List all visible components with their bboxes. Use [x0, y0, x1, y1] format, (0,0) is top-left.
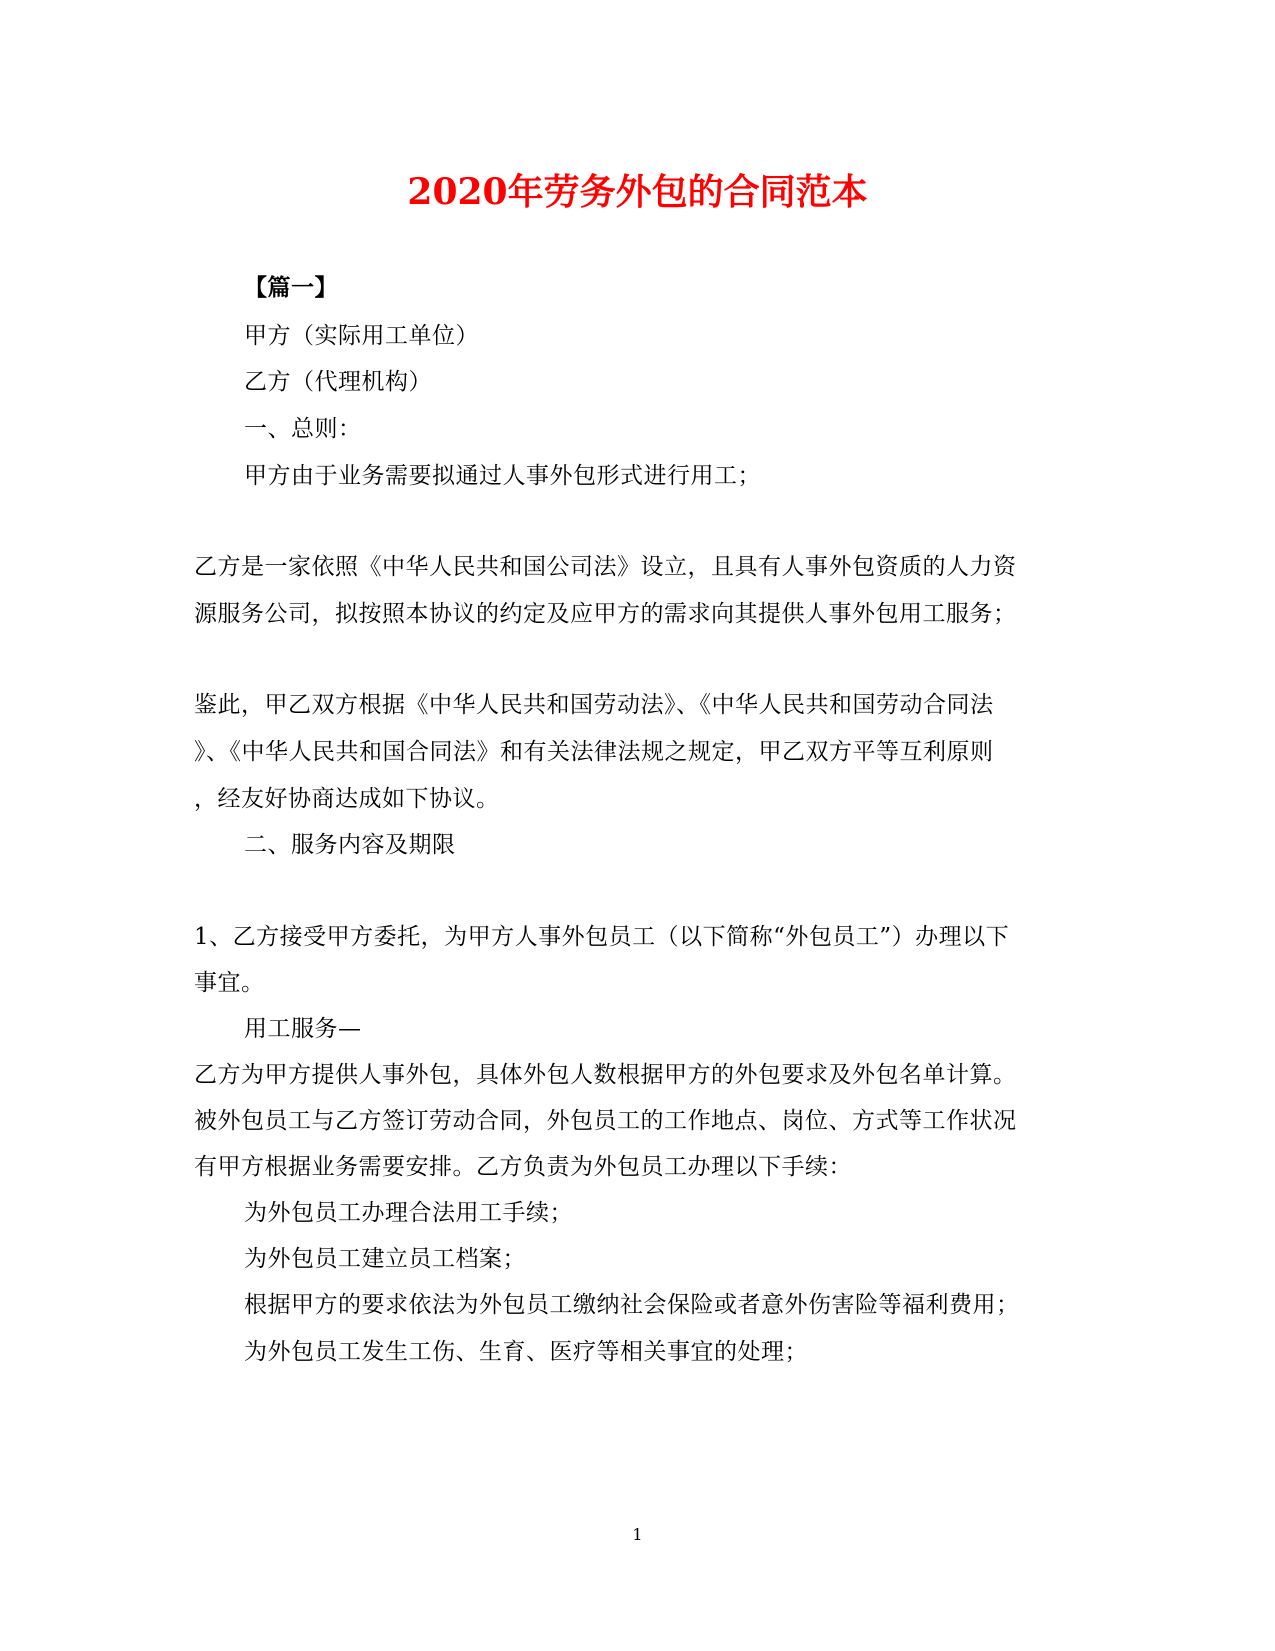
paragraph-line: 乙方为甲方提供人事外包，具体外包人数根据甲方的外包要求及外包名单计算。	[194, 1062, 1017, 1088]
section-label: 【篇一】	[244, 274, 338, 301]
party-b-line: 乙方（代理机构）	[244, 369, 432, 395]
paragraph-line: 鉴此，甲乙双方根据《中华人民共和国劳动法》、《中华人民共和国劳动合同法	[194, 692, 994, 718]
paragraph-line: 乙方是一家依照《中华人民共和国公司法》设立，且具有人事外包资质的人力资	[194, 554, 1017, 580]
document-title: 2020年劳务外包的合同范本	[407, 171, 868, 213]
paragraph-line: 1、乙方接受甲方委托，为甲方人事外包员工（以下简称“外包员工”）办理以下	[194, 924, 1010, 950]
paragraph-line: 被外包员工与乙方签订劳动合同，外包员工的工作地点、岗位、方式等工作状况	[194, 1108, 1017, 1134]
list-item: 根据甲方的要求依法为外包员工缴纳社会保险或者意外伤害险等福利费用；	[244, 1292, 1020, 1318]
paragraph-line: 源服务公司，拟按照本协议的约定及应甲方的需求向其提供人事外包用工服务；	[194, 601, 1017, 627]
paragraph-line: 》、《中华人民共和国合同法》和有关法律法规之规定，甲乙双方平等互利原则	[194, 739, 994, 765]
general-heading: 一、总则：	[244, 416, 362, 442]
service-heading: 二、服务内容及期限	[244, 832, 456, 858]
paragraph-line: 有甲方根据业务需要安排。乙方负责为外包员工办理以下手续：	[194, 1154, 852, 1180]
subheading-line: 用工服务—	[244, 1016, 362, 1042]
list-item: 为外包员工办理合法用工手续；	[244, 1200, 573, 1226]
paragraph-line: ，经友好协商达成如下协议。	[194, 786, 500, 812]
list-item: 为外包员工发生工伤、生育、医疗等相关事宜的处理；	[244, 1339, 808, 1365]
page-number: 1	[632, 1525, 643, 1544]
list-item: 为外包员工建立员工档案；	[244, 1246, 526, 1272]
party-a-line: 甲方（实际用工单位）	[244, 323, 479, 349]
paragraph-line: 事宜。	[194, 970, 265, 996]
paragraph-line: 甲方由于业务需要拟通过人事外包形式进行用工；	[244, 463, 761, 489]
